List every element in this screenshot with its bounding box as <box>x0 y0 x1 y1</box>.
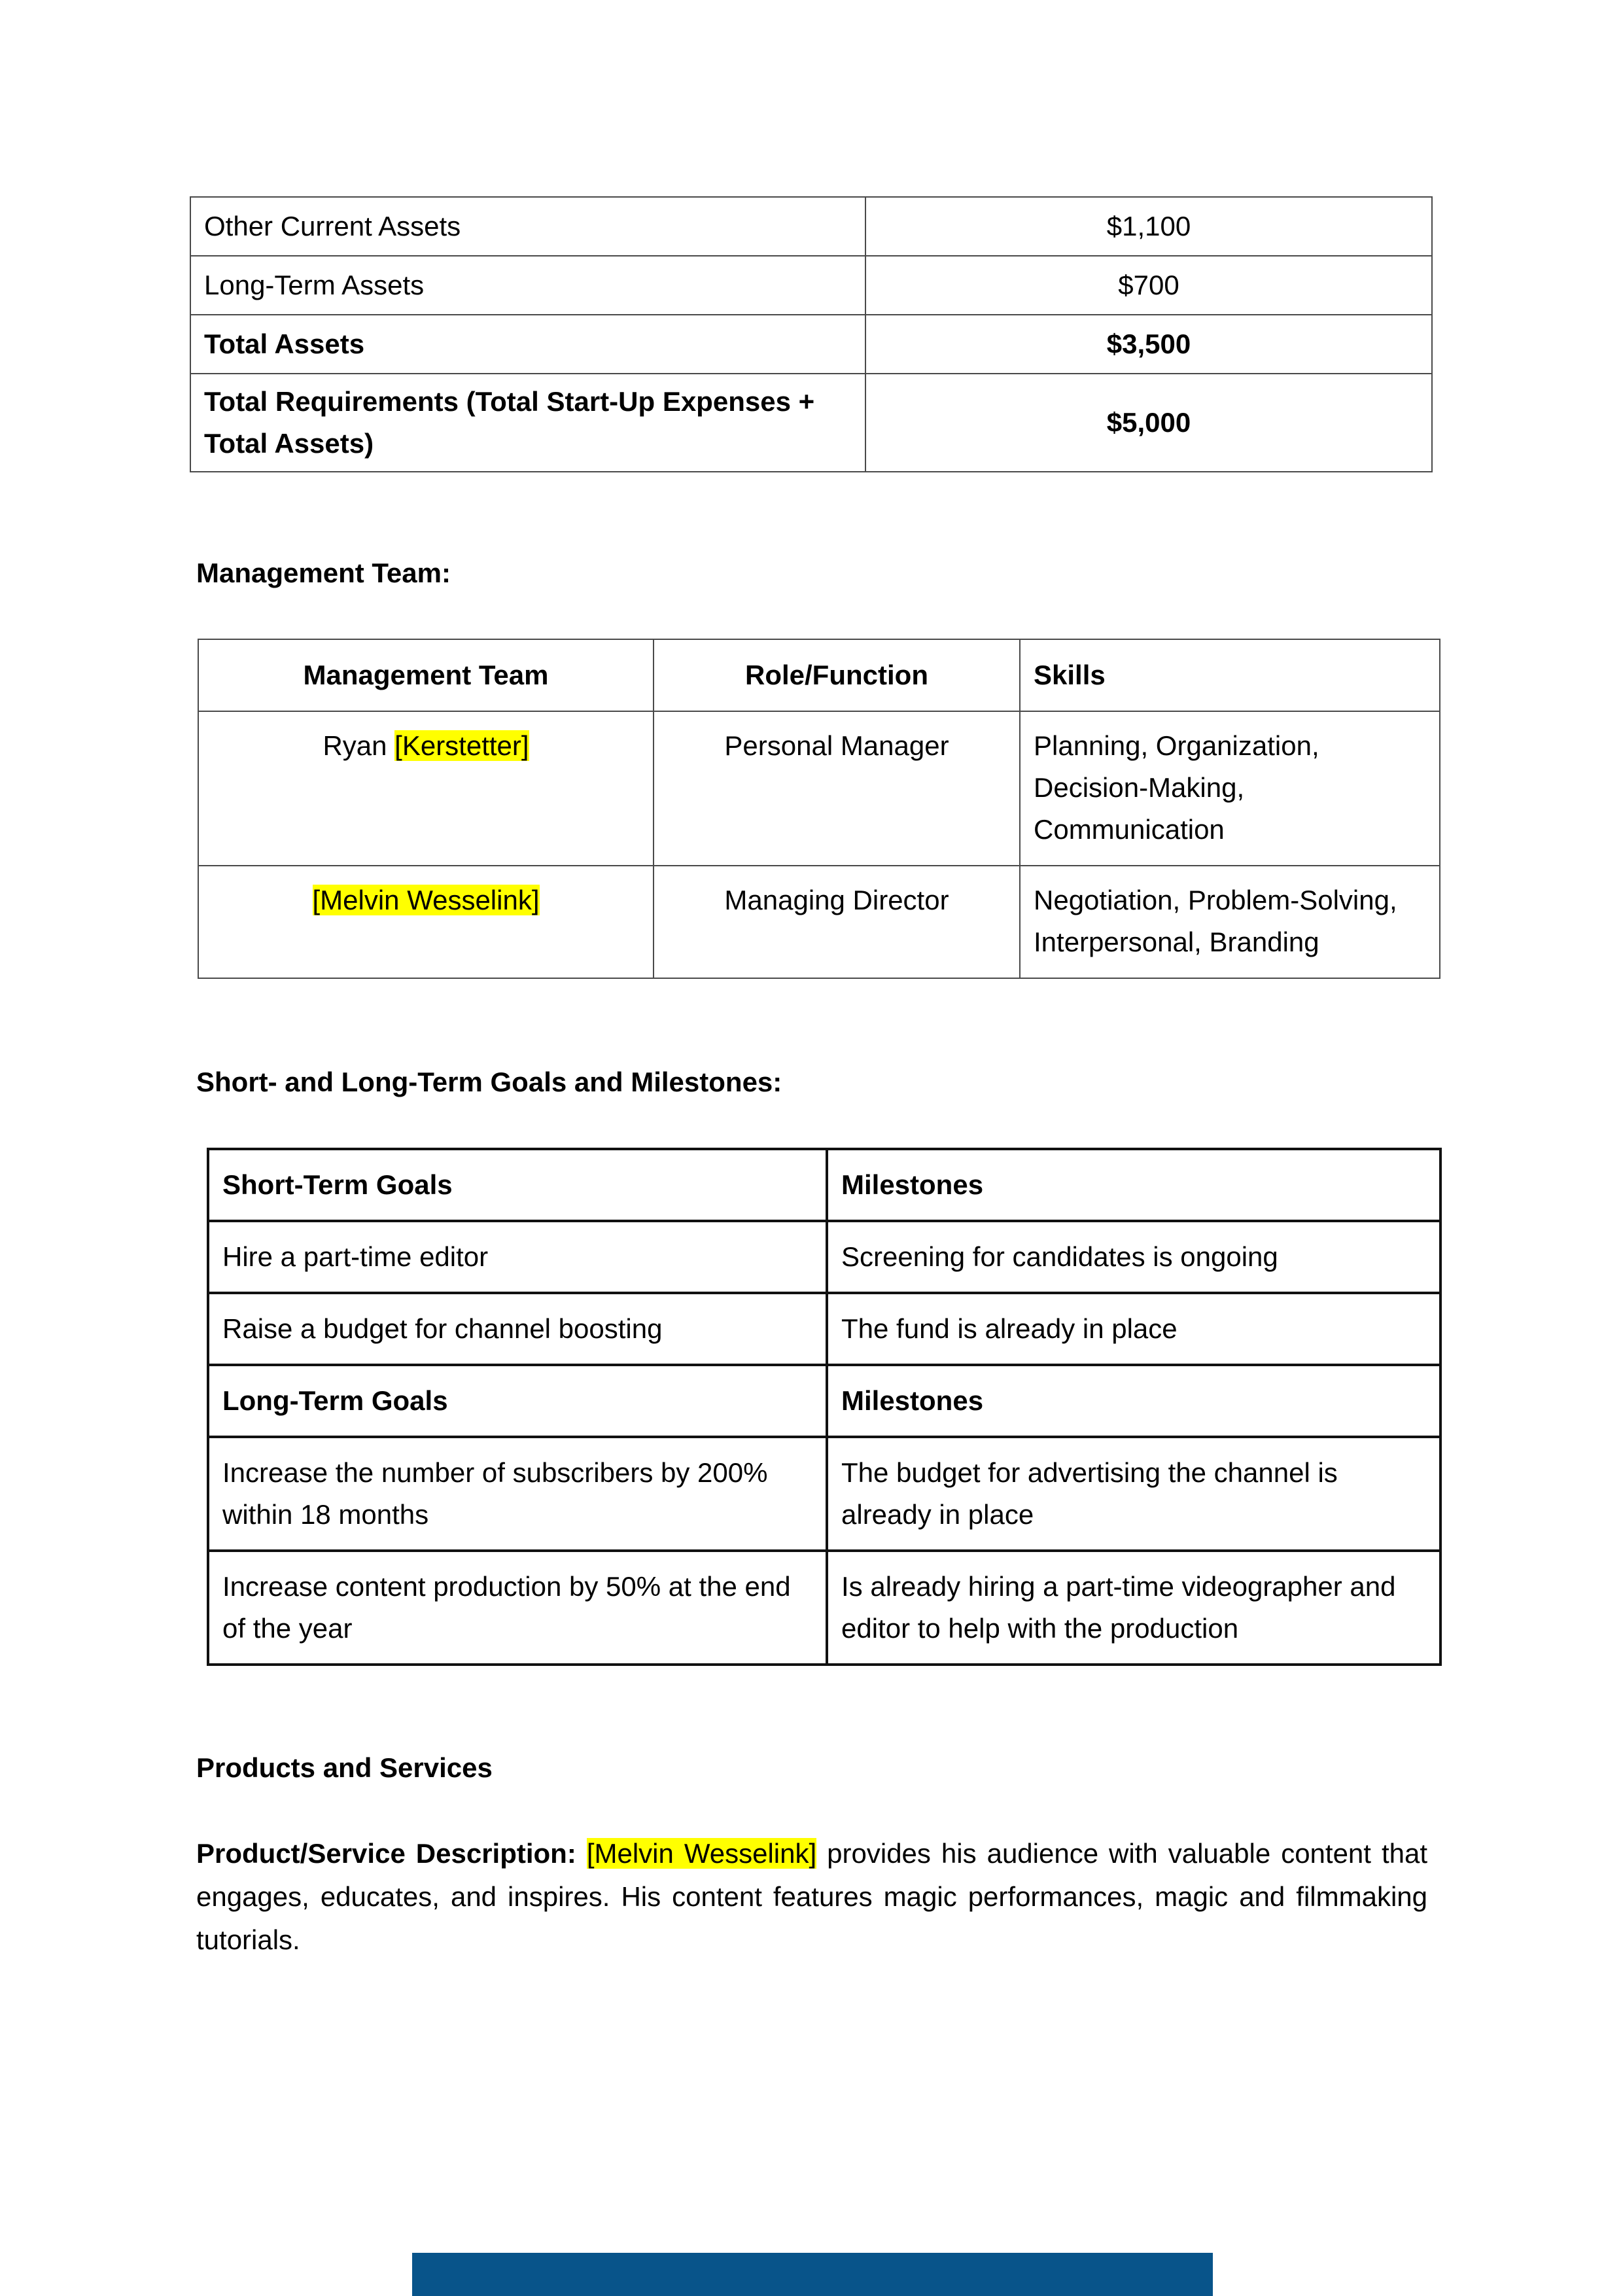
member-name-prefix: Ryan <box>323 730 395 761</box>
table-row <box>190 256 1432 315</box>
asset-label: Total Requirements (Total Start-Up Expenses + Total Assets) <box>190 374 865 472</box>
products-heading: Products and Services <box>196 1752 493 1783</box>
asset-label: Total Assets <box>190 315 865 374</box>
asset-value: $5,000 <box>865 374 1432 472</box>
column-header: Skills <box>1020 639 1440 711</box>
table-row <box>190 315 1432 374</box>
management-table <box>198 639 1440 979</box>
long-term-goals-header: Long-Term Goals <box>208 1365 827 1437</box>
member-role: Personal Manager <box>654 711 1020 866</box>
goal-cell: Raise a budget for channel boosting <box>208 1293 827 1365</box>
goal-cell: Increase the number of subscribers by 200% within 18 months <box>208 1437 827 1551</box>
table-header-row <box>208 1365 1440 1437</box>
asset-value: $1,100 <box>865 197 1432 256</box>
column-header: Role/Function <box>654 639 1020 711</box>
table-row <box>208 1551 1440 1665</box>
member-name <box>198 866 654 978</box>
table-header-row <box>208 1149 1440 1221</box>
goal-cell: Increase content production by 50% at the end of the year <box>208 1551 827 1665</box>
milestone-cell: Screening for candidates is ongoing <box>827 1221 1440 1293</box>
column-header: Management Team <box>198 639 654 711</box>
asset-value: $3,500 <box>865 315 1432 374</box>
description-text: provides his audience with valuable content that engages, educates, and inspires. His content features magic performances, magic and filmmaking tutorials. <box>196 1838 1428 1955</box>
milestones-header: Milestones <box>827 1365 1440 1437</box>
assets-table <box>190 196 1433 472</box>
management-heading: Management Team: <box>196 557 451 588</box>
asset-label: Long-Term Assets <box>190 256 865 315</box>
asset-value: $700 <box>865 256 1432 315</box>
member-skills: Negotiation, Problem-Solving, Interpersonal, Branding <box>1020 866 1440 978</box>
goal-cell: Hire a part-time editor <box>208 1221 827 1293</box>
goals-table <box>207 1148 1442 1666</box>
milestone-cell: Is already hiring a part-time videographer and editor to help with the production <box>827 1551 1440 1665</box>
member-name <box>198 711 654 866</box>
table-row <box>190 197 1432 256</box>
milestones-header: Milestones <box>827 1149 1440 1221</box>
table-row <box>208 1221 1440 1293</box>
description-label: Product/Service Description: <box>196 1838 576 1869</box>
milestone-cell: The budget for advertising the channel is already in place <box>827 1437 1440 1551</box>
short-term-goals-header: Short-Term Goals <box>208 1149 827 1221</box>
table-row <box>208 1437 1440 1551</box>
table-row <box>198 711 1440 866</box>
milestone-cell: The fund is already in place <box>827 1293 1440 1365</box>
highlighted-name: [Melvin Wesselink] <box>586 1838 817 1869</box>
table-header-row <box>198 639 1440 711</box>
highlighted-name: [Melvin Wesselink] <box>312 885 540 915</box>
product-description <box>196 1832 1427 1962</box>
member-skills: Planning, Organization, Decision-Making, Communication <box>1020 711 1440 866</box>
footer-bar <box>412 2253 1213 2296</box>
asset-label: Other Current Assets <box>190 197 865 256</box>
goals-heading: Short- and Long-Term Goals and Milestones: <box>196 1067 782 1097</box>
member-role: Managing Director <box>654 866 1020 978</box>
table-row <box>190 374 1432 472</box>
table-row <box>198 866 1440 978</box>
table-row <box>208 1293 1440 1365</box>
highlighted-name: [Kerstetter] <box>394 730 529 761</box>
